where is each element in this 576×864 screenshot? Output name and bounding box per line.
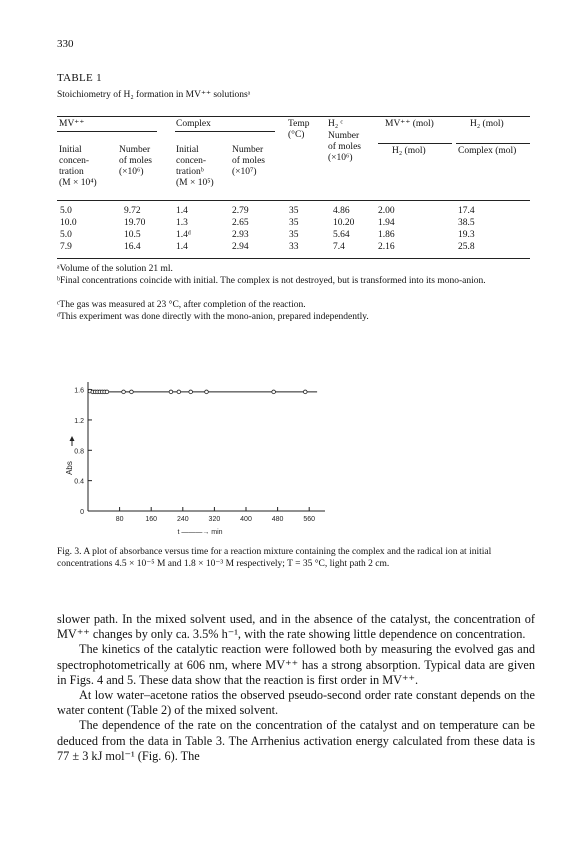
x-tick-label: 320 (208, 516, 221, 523)
table-cell: 17.4 (458, 206, 475, 216)
mv-group-rule (57, 131, 157, 132)
body-text (57, 612, 535, 764)
y-axis-arrowhead (70, 436, 75, 441)
data-point (205, 390, 209, 394)
data-point (122, 390, 126, 394)
page-number: 330 (57, 38, 74, 50)
table-bottom-rule (57, 258, 530, 259)
data-point (189, 390, 193, 394)
figure-caption: Fig. 3. A plot of absorbance versus time for a reaction mixture containing the complex and the radical ion at initial concentrations 4.5 × 10⁻⁵ M and 1.8 × 10⁻³ M respectively; T = 35 °C, light path 2 cm. (57, 547, 492, 569)
table-cell: 33 (289, 242, 299, 252)
y-tick-label: 0 (80, 509, 84, 516)
table-header-rule (57, 200, 530, 201)
header-h2: H₂ ᶜ (328, 119, 343, 129)
table-cell: 2.16 (378, 242, 395, 252)
table-cell: 2.93 (232, 230, 249, 240)
table-label: TABLE 1 (57, 72, 102, 84)
table-cell: 38.5 (458, 218, 475, 228)
table-cell: 1.4ᵈ (176, 230, 191, 240)
table-cell: 19.70 (124, 218, 146, 228)
table-cell: 5.0 (60, 230, 72, 240)
footnote-d: ᵈThis experiment was done directly with the mono-anion, prepared independently. (57, 312, 369, 322)
paragraph-3: At low water–acetone ratios the observed pseudo-second order rate constant depends on the water content (Table 2) of the mixed solvent. (57, 688, 535, 718)
x-tick-label: 480 (271, 516, 284, 523)
data-point (169, 390, 173, 394)
data-point (272, 390, 276, 394)
table-cell: 35 (289, 230, 299, 240)
table-cell: 7.9 (60, 242, 72, 252)
table-cell: 2.00 (378, 206, 395, 216)
table-top-rule (57, 116, 530, 117)
table-cell: 16.4 (124, 242, 141, 252)
complex-group-rule (175, 131, 275, 132)
x-tick-label: 160 (145, 516, 158, 523)
header-complex: Complex (176, 119, 211, 129)
h2-ratio-rule (456, 143, 530, 144)
table-cell: 1.3 (176, 218, 188, 228)
footnote-b: ᵇFinal concentrations coincide with initial. The complex is not destroyed, but is transformed into its mono-anion. (57, 276, 486, 286)
x-tick-label: 400 (240, 516, 252, 523)
subheader-mv-moles: Number of moles (×10⁶) (119, 145, 152, 177)
subheader-cx-conc: Initial concen- trationᵇ (M × 10⁵) (176, 145, 214, 188)
y-tick-label: 0.8 (74, 448, 84, 456)
table-cell: 5.64 (333, 230, 350, 240)
data-point (303, 390, 307, 394)
subheader-h2-moles: Number of moles (×10⁶) (328, 131, 361, 163)
x-tick-label: 240 (176, 516, 189, 523)
data-point (130, 390, 134, 394)
table-cell: 35 (289, 206, 299, 216)
table-cell: 2.79 (232, 206, 249, 216)
table-cell: 1.4 (176, 206, 188, 216)
table-cell: 25.8 (458, 242, 475, 252)
y-axis-label: Abs (65, 461, 74, 475)
table-cell: 1.86 (378, 230, 395, 240)
subheader-mv-conc: Initial concen- tration (M × 10⁴) (59, 145, 97, 188)
table-cell: 10.5 (124, 230, 141, 240)
y-tick-label: 1.6 (74, 387, 84, 395)
header-temp: Temp (°C) (288, 119, 310, 140)
table-caption: Stoichiometry of H₂ formation in MV⁺⁺ solutionsᵃ (57, 90, 251, 100)
table-cell: 2.65 (232, 218, 249, 228)
absorbance-chart (50, 370, 340, 540)
table-cell: 7.4 (333, 242, 345, 252)
header-mv: MV⁺⁺ (59, 119, 85, 129)
paragraph-1: slower path. In the mixed solvent used, and in the absence of the catalyst, the concentration of MV⁺⁺ changes by only ca. 3.5% h⁻¹, with the rate showing little dependence on concentration. (57, 612, 535, 642)
paragraph-2: The kinetics of the catalytic reaction were followed both by measuring the evolved gas and spectrophotometrically at 606 nm, where MV⁺⁺ has a strong absorption. Typical data are given in Figs. 4 and 5. These data show that the reaction is first order in MV⁺⁺. (57, 642, 535, 687)
table-cell: 9.72 (124, 206, 141, 216)
table-cell: 1.94 (378, 218, 395, 228)
mv-ratio-rule (378, 143, 452, 144)
subheader-mv-den: H₂ (mol) (392, 146, 426, 156)
y-tick-label: 1.2 (74, 417, 84, 425)
x-axis-label: t ———→ min (177, 529, 223, 536)
footnote-c: ᶜThe gas was measured at 23 °C, after completion of the reaction. (57, 300, 306, 310)
table-cell: 4.86 (333, 206, 350, 216)
footnote-a: ᵃVolume of the solution 21 ml. (57, 264, 173, 274)
header-h2-mol: H₂ (mol) (470, 119, 504, 129)
table-cell: 2.94 (232, 242, 249, 252)
x-tick-label: 80 (115, 516, 124, 523)
y-tick-label: 0.4 (74, 478, 84, 486)
subheader-cx-moles: Number of moles (×10⁷) (232, 145, 265, 177)
table-cell: 1.4 (176, 242, 188, 252)
header-mv-mol: MV⁺⁺ (mol) (385, 119, 434, 129)
table-cell: 10.20 (333, 218, 355, 228)
table-cell: 5.0 (60, 206, 72, 216)
data-point (105, 390, 109, 394)
subheader-h2-den: Complex (mol) (458, 146, 517, 156)
table-cell: 10.0 (60, 218, 77, 228)
data-point (177, 390, 181, 394)
table-cell: 35 (289, 218, 299, 228)
table-cell: 19.3 (458, 230, 475, 240)
x-tick-label: 560 (303, 516, 316, 523)
paragraph-4: The dependence of the rate on the concentration of the catalyst and on temperature can be deduced from the data in Table 3. The Arrhenius activation energy calculated from these data is 77 ± 3 kJ mol⁻¹ (Fig. 6). The (57, 718, 535, 763)
